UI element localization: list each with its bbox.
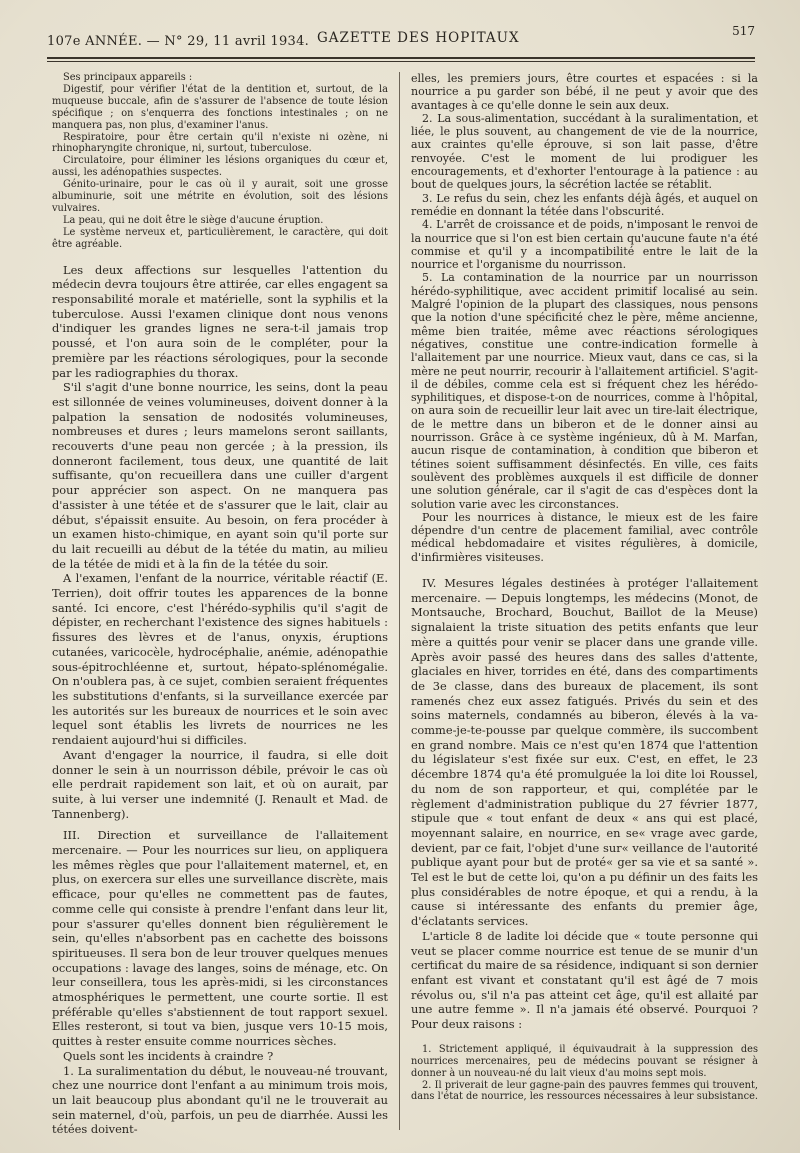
section-4-paragraph: IV. Mesures légales destinées à protéger l'allaitement mercenaire. — Depuis longtemps, les médecins (Monot, de Montsauche, Brochard, Bouchut, Baillot de la Meuse) signalaient la triste situation des petits enfants que leur mère a quittés pour venir se placer dans une grande ville. Après avoir passé des heures dans des salles d'attente, glaciales en hiver, torrides en été, dans des compartiments de 3e classe, dans des bureaux de placement, ils sont ramenés chez eux assez fatigués. Privés du sein et des soins maternels, condamnés au biberon, élevés à la va-comme-je-te-pousse par quelque commère, ils succombent en grand nombre. Mais ce n'est qu'en 1874 que l'attention du législateur s'est fixée sur eux. C'est, en effet, le 23 décembre 1874 qu'a été promulguée la loi dite loi Roussel, du nom de son rapporteur, et qui, complétée par le règlement d'administration publique du 27 février 1877, stipule que « tout enfant de deux « ans qui est placé, moyennant salaire, en nourrice, en se« vrage avec garde, devient, par ce fait, l'objet d'une sur« veillance de l'autorité publique ayant pour but de proté« ger sa vie et sa santé ». Tel est le but de cette loi, qu'on a pu définir un des faits les plus considérables de notre époque, et qui a rendu, à la cause si intéressante des enfants du premier âge, d'éclatants services. (411, 575, 758, 929)
column-divider (399, 72, 400, 1130)
section-3-paragraph: III. Direction et surveillance de l'allaitement mercenaire. — Pour les nourrices sur lieu, on appliquera les mêmes règles que pour l'allaitement maternel, et, en plus, on exercera sur elles une surveillance discrète, mais efficace, pour qu'elles ne commettent pas de fautes, comme celle qui consiste à prendre l'enfant dans leur lit, pour s'assurer qu'elles donnent bien régulièrement le sein, qu'elles n'absorbent pas en cachette des boissons spiritueuses. Il sera bon de leur trouver quelques menues occupations : lavage des langes, soins de ménage, etc. On leur conseillera, tous les après-midi, si les circonstances atmosphériques le permettent, une courte sortie. Il est préférable qu'elles s'abstiennent de tout rapport sexuel. Elles resteront, si tout va bien, jusque vers 10-15 mois, quittes à rester ensuite comme nourrices sèches. (52, 828, 388, 1049)
incidents-list (411, 72, 758, 564)
appareils-heading: Ses principaux appareils : (63, 72, 193, 83)
right-column (411, 72, 758, 1103)
incident-1-cont: elles, les premiers jours, être courtes et espacées : si la nourrice a pu garder son bébé, il ne peut y avoir que des avantages à ce qu'elle donne le sein aux deux. (411, 72, 758, 112)
appareil-circulatoire: Circulatoire, pour éliminer les lésions organiques du cœur et, aussi, les adénopathies suspectes. (52, 155, 388, 179)
reason-1: 1. Strictement appliqué, il équivaudrait à la suppression des nourrices mercenaires, peu de médecins pouvant se résigner à donner à un nouveau-né du lait vieux d'au moins sept mois. (411, 1043, 758, 1079)
appareil-genito-urinaire: Génito-urinaire, pour le cas où il y aurait, soit une grosse albuminurie, soit une métrite en évolution, soit des lésions vulvaires. (52, 179, 388, 214)
issue-info: 107e ANNÉE. — N° 29, 11 avril 1934. (47, 34, 310, 49)
section-3 (52, 828, 388, 1137)
reason-2: 2. Il priverait de leur gagne-pain des pauvres femmes qui trouvent, dans l'état de nourrice, les ressources nécessaires à leur subsistance. (411, 1079, 758, 1103)
incident-3: 3. Le refus du sein, chez les enfants déjà âgés, et auquel on remédie en donnant la tétée dans l'obscurité. (411, 191, 758, 218)
page-number: 517 (732, 24, 755, 38)
incident-5: 5. La contamination de la nourrice par un nourrisson hérédo-syphilitique, avec accident primitif localisé au sein. Malgré l'opinion de la plupart des classiques, nous pensons que la notion d'une spécificité chez le père, même ancienne, même bien traitée, même avec réactions sérologiques négatives, constitue une contre-indication formelle à l'allaitement par une nourrice. Mieux vaut, dans ce cas, si la mère ne peut nourrir, recourir à l'allaitement artificiel. S'agit-il de débiles, comme cela est si fréquent chez les hérédo-syphilitiques, et dispose-t-on de nourrices, comme à l'hôpital, on aura soin de recueillir leur lait avec un tire-lait électrique, de le mettre dans un biberon et de le donner ainsi au nourrisson. Grâce à ce système ingénieux, dû à M. Marfan, aucun risque de contamination, à condition que biberon et tétines soient suffisamment désinfectés. En ville, ces faits soulèvent des problèmes auxquels il est difficile de donner une solution générale, car il s'agit de cas d'espèces dont la solution varie avec les circonstances. (411, 271, 758, 511)
incident-2: 2. La sous-alimentation, succédant à la suralimentation, et liée, le plus souvent, au changement de vie de la nourrice, aux craintes qu'elle éprouve, si son lait passe, d'être renvoyée. C'est le moment de lui prodiguer les encouragements, et d'exhorter l'entourage à la patience : au bout de quelques jours, la sécrétion lactée se rétablit. (411, 111, 758, 192)
incident-4: 4. L'arrêt de croissance et de poids, n'imposant le renvoi de la nourrice que si l'on est bien certain qu'aucune faute n'a été commise et qu'il y a incompatibilité entre le lait de la nourrice et l'organisme du nourrisson. (411, 218, 758, 272)
incident-1: 1. La suralimentation du début, le nouveau-né trouvant, chez une nourrice dont l'enfant a au minimum trois mois, un lait beaucoup plus abondant qu'il ne le trouverait au sein maternel, d'où, parfois, un peu de diarrhée. Aussi les tétées doivent- (52, 1063, 388, 1137)
journal-title: GAZETTE DES HOPITAUX (317, 30, 520, 46)
header-rule (47, 57, 755, 59)
running-header (47, 22, 755, 58)
paragraph: Avant d'engager la nourrice, il faudra, si elle doit donner le sein à un nourrisson débile, prévoir le cas où elle perdrait rapidement son lait, et où on aurait, par suite, à lui verser une indemnité (J. Renault et Mad. de Tannenberg). (52, 747, 388, 821)
appareil-nerveux: Le système nerveux et, particulièrement, le caractère, qui doit être agréable. (52, 226, 388, 250)
paragraph: A l'examen, l'enfant de la nourrice, véritable réactif (E. Terrien), doit offrir toutes les apparences de la bonne santé. Ici encore, c'est l'hérédo-syphilis qu'il s'agit de dépister, en recherchant l'existence des signes habituels : fissures des lèvres et de l'anus, onyxis, éruptions cutanées, varicocèle, hydrocéphalie, anémie, adénopathie sous-épitrochléenne et, surtout, hépato-splénomégalie. On n'oublera pas, à ce sujet, combien seraient fréquentes les substitutions d'enfants, si la surveillance exercée par les autorités sur les bureaux de nourrices et le soin avec lequel sont établis les livrets de nourrices ne les rendaient aujourd'hui si difficiles. (52, 571, 388, 748)
left-body (52, 263, 388, 822)
header-rule-thin (47, 61, 755, 62)
section-4 (411, 576, 758, 1032)
paragraph: S'il s'agit d'une bonne nourrice, les seins, dont la peau est sillonnée de veines volumineuses, doivent donner à la palpation la sensation de nodosités volumineuses, nombreuses et dures ; leurs mamelons seront saillants, recouverts d'une peau non gercée ; à la pression, ils donneront facilement, tous deux, une quantité de lait suffisante, qu'on recueillera dans une cuiller d'argent pour apprécier son aspect. On ne manquera pas d'assister à une tétée et de s'assurer que le lait, clair au début, s'épaissit ensuite. Au besoin, on fera procéder à un examen histo-chimique, en ayant soin qu'il porte sur du lait recueilli au début de la tétée du matin, au milieu de la tétée de midi et à la fin de la tétée du soir. (52, 380, 388, 571)
reasons-list (411, 1044, 758, 1104)
appareil-respiratoire: Respiratoire, pour être certain qu'il n'existe ni ozène, ni rhinopharyngite chronique, ni, surtout, tuberculose. (52, 131, 388, 155)
incidents-question: Quels sont les incidents à craindre ? (63, 1048, 274, 1063)
article-8-paragraph: L'article 8 de ladite loi décide que « toute personne qui veut se placer comme nourrice est tenue de se munir d'un certificat du maire de sa résidence, indiquant si son dernier enfant est vivant et constatant qu'il est âgé de 7 mois révolus ou, s'il n'a pas atteint cet âge, qu'il est allaité par une autre femme ». Il n'a jamais été observé. Pourquoi ? Pour deux raisons : (411, 928, 758, 1032)
paragraph: Les deux affections sur lesquelles l'attention du médecin devra toujours être attirée, car elles engagent sa responsabilité morale et matérielle, sont la syphilis et la tuberculose. Aussi l'examen clinique dont nous venons d'indiquer les grandes lignes ne sera-t-il jamais trop poussé, et l'on aura soin de le compléter, pour la première par les réactions sérologiques, pour la seconde par les radiographies du thorax. (52, 262, 389, 380)
nourrices-distance: Pour les nourrices à distance, le mieux est de les faire dépendre d'un centre de placement familial, avec contrôle médical hebdomadaire et visites régulières, à domicile, d'infirmières visiteuses. (411, 510, 758, 564)
appareil-peau: La peau, qui ne doit être le siège d'aucune éruption. (63, 214, 324, 226)
appareils-list (52, 72, 388, 251)
appareil-digestif: Digestif, pour vérifier l'état de la dentition et, surtout, de la muqueuse buccale, afin de s'assurer de l'absence de toute lésion spécifique ; on s'enquerra des fonctions intestinales ; on ne manquera pas, non plus, d'examiner l'anus. (52, 83, 388, 131)
left-column (52, 72, 388, 1137)
